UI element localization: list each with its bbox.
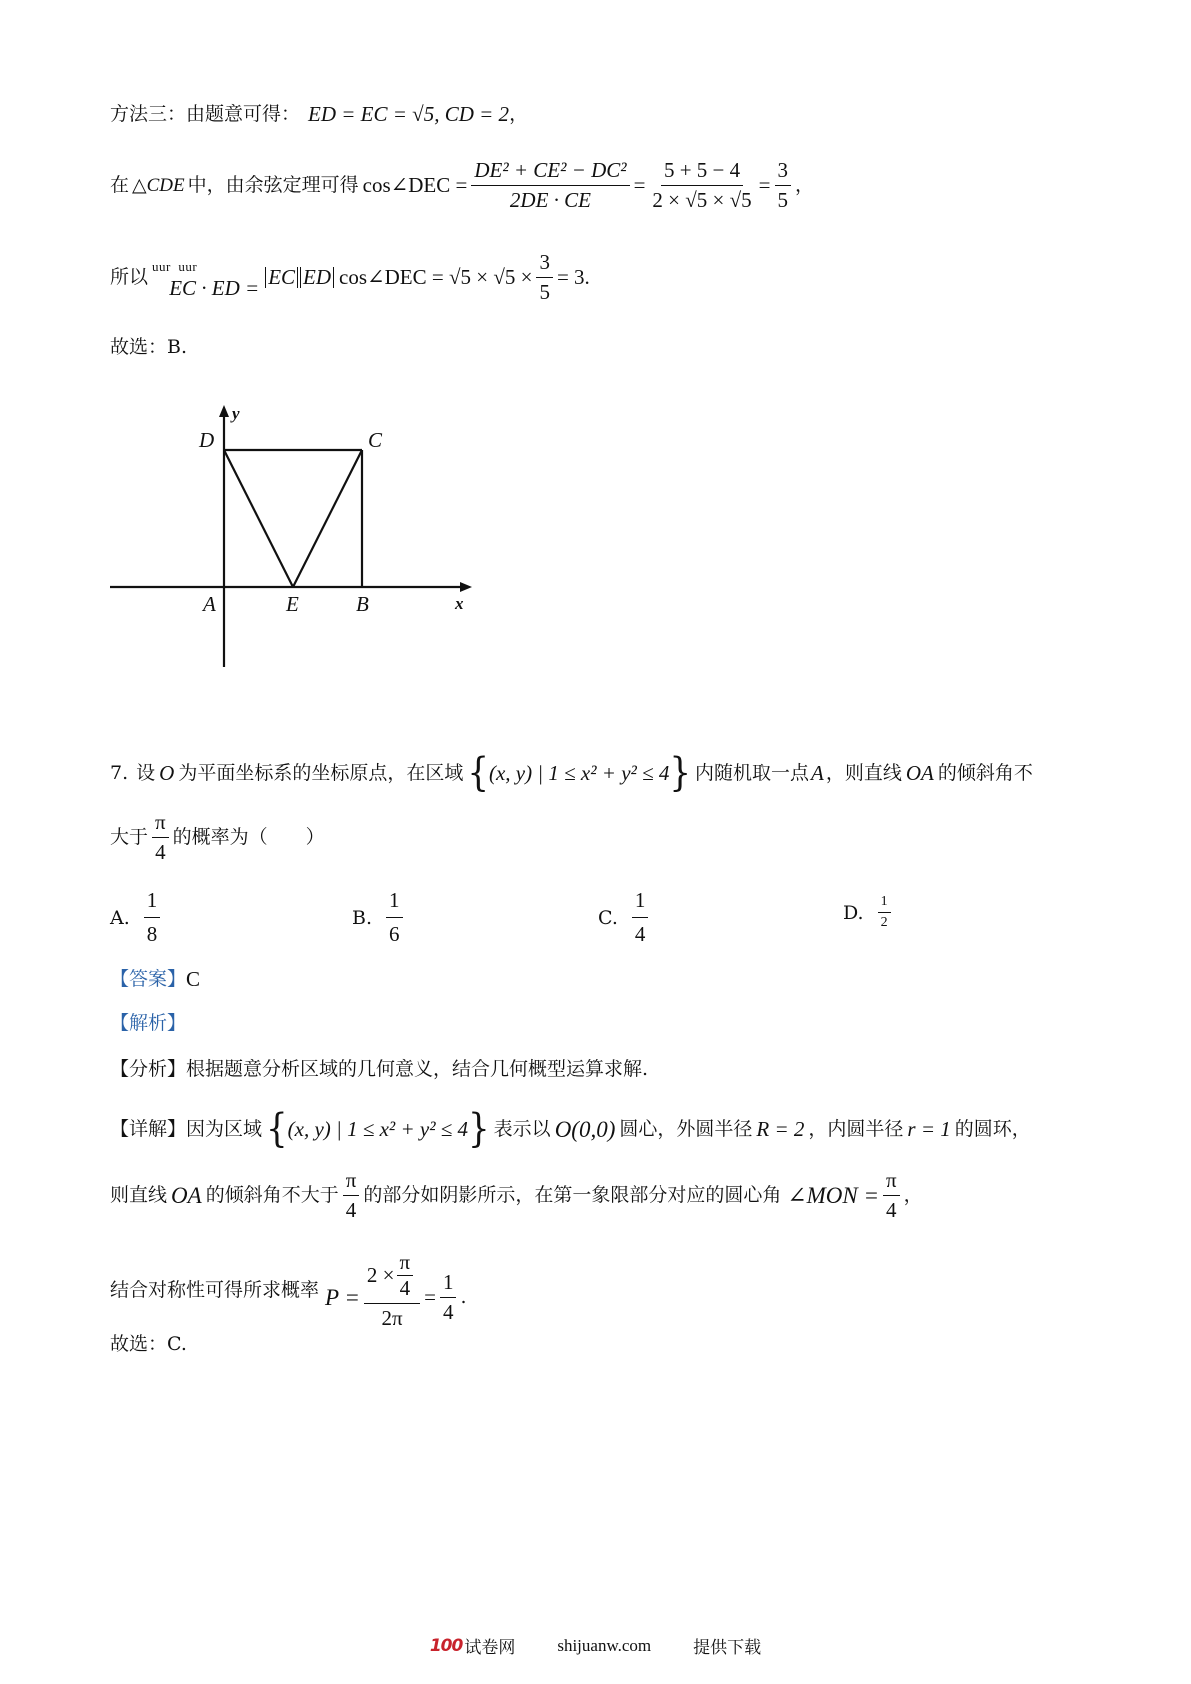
vector-dot-product: EC · ED =: [169, 276, 260, 300]
question-7: [110, 749, 1033, 796]
punctuation: ，: [795, 174, 815, 196]
denominator: 4: [634, 922, 646, 946]
option-letter: C.: [598, 906, 618, 929]
inner-radius: r = 1: [907, 1117, 951, 1142]
numerator: 1: [878, 894, 891, 913]
option-letter: B.: [352, 906, 373, 929]
line-oa: OA: [171, 1183, 202, 1208]
numerator: [364, 1252, 420, 1304]
footer: [0, 1633, 1191, 1658]
answer-label: 【答案】: [110, 968, 187, 990]
text: 因为区域: [186, 1118, 263, 1141]
denominator: 4: [155, 840, 166, 864]
right-brace: }: [669, 749, 691, 796]
text: 所以: [110, 266, 149, 288]
outer-radius: R = 2: [756, 1117, 805, 1142]
option-a[interactable]: [110, 888, 164, 947]
denominator: 2 × √5 × √5: [652, 188, 752, 212]
magnitude-ed: ED: [300, 267, 334, 288]
cos-expression: cos∠DEC =: [362, 173, 468, 197]
fraction-pi-over-4: [343, 1170, 360, 1221]
segment-de: [224, 450, 293, 587]
fraction-result: [775, 160, 792, 211]
label-c: C: [368, 428, 383, 452]
numerator: π: [343, 1170, 360, 1196]
region-set: (x, y) | 1 ≤ x² + y² ≤ 4: [287, 1117, 469, 1142]
text: 设: [136, 762, 156, 785]
fraction-three-fifths: [536, 252, 553, 303]
fraction-pi-over-4: [152, 812, 169, 863]
numerator: π: [152, 812, 169, 838]
detail-label: 【详解】: [110, 1118, 187, 1141]
origin-point: O(0,0): [554, 1117, 616, 1143]
option-letter: D.: [843, 901, 864, 924]
punctuation: .: [460, 1286, 467, 1308]
text: 结合对称性可得所求概率: [110, 1279, 320, 1301]
dot-product-line: [110, 252, 590, 303]
text: 中，由余弦定理可得: [187, 174, 359, 196]
triangle-label: △CDE: [132, 175, 185, 196]
denominator: 5: [539, 280, 550, 304]
point-a: A: [811, 761, 824, 786]
denominator: 4: [345, 1198, 357, 1222]
detail-line-3: 结合对称性可得所求概率 P = 2 × $\frac{\pi}{4}$ 2π = $\frac{1}{4}$ .: [110, 1250, 467, 1330]
text: ，则直线: [825, 762, 902, 785]
option-fraction: [386, 888, 403, 947]
answer-value: C: [186, 967, 201, 991]
provide-download: 提供下载: [693, 1638, 762, 1658]
magnitude-ec: EC: [265, 267, 298, 288]
fraction-cosine-formula: [471, 160, 629, 211]
fraction-one-quarter: [440, 1272, 457, 1323]
text: 圆心，外圆半径: [619, 1118, 753, 1141]
numerator: π: [883, 1170, 900, 1196]
numerator-coefficient: 2 ×: [366, 1263, 395, 1287]
denominator: 2: [880, 915, 888, 930]
numerator: 1: [144, 888, 161, 918]
denominator: 2DE · CE: [509, 188, 591, 212]
site-domain[interactable]: shijuanw.com: [557, 1635, 652, 1655]
fenxi-text: 根据题意分析区域的几何意义，结合几何概型运算求解.: [186, 1058, 649, 1080]
detail-line-2: [110, 1170, 923, 1221]
question-number: 7.: [110, 762, 129, 785]
line-oa: OA: [905, 761, 934, 786]
text: 大于: [110, 826, 149, 848]
y-arrow-icon: [219, 405, 229, 417]
fenxi-line: [110, 1060, 648, 1079]
question-7-line-2: [110, 812, 325, 863]
site-name: 试卷网: [464, 1638, 516, 1658]
label-e: E: [286, 592, 299, 616]
cos-term: cos∠DEC = √5 × √5 ×: [339, 265, 533, 289]
numerator: 3: [536, 252, 553, 278]
choice-c-line: [110, 1335, 187, 1354]
denominator: 6: [389, 922, 400, 946]
denominator: 5: [777, 188, 789, 212]
fraction-pi-over-4-angle: [883, 1170, 900, 1221]
text: ，内圆半径: [808, 1118, 904, 1141]
label-y: y: [232, 405, 240, 423]
numerator: 1: [386, 888, 403, 918]
text: 的倾斜角不大于: [205, 1184, 339, 1206]
label-a: A: [203, 592, 216, 616]
text: 内随机取一点: [694, 762, 809, 785]
text: 的倾斜角不: [937, 762, 1033, 785]
choice-b-line: [110, 338, 187, 357]
fraction-numeric: [649, 160, 754, 211]
numerator: π: [397, 1252, 414, 1276]
text: 故选：C.: [110, 1333, 187, 1355]
text: 的部分如阴影所示，在第一象限部分对应的圆心角: [363, 1184, 782, 1206]
fraction-probability: [364, 1252, 420, 1329]
segment-ec: [293, 450, 362, 587]
logo-100: 100: [429, 1635, 463, 1656]
region-set: (x, y) | 1 ≤ x² + y² ≤ 4: [488, 761, 670, 786]
math-expression: ED = EC = √5, CD = 2: [308, 102, 510, 126]
text: 的圆环，: [954, 1118, 1031, 1141]
left-brace: {: [266, 1105, 288, 1152]
solution-method-three: [110, 104, 528, 125]
text: 的概率为（ ）: [172, 826, 325, 848]
text: 方法三：由题意可得：: [110, 103, 301, 125]
text: 表示以: [493, 1118, 551, 1141]
analysis-heading: [110, 1014, 186, 1033]
denominator: 8: [146, 922, 158, 946]
text: 在: [110, 174, 130, 196]
right-brace: }: [468, 1105, 490, 1152]
option-fraction: [144, 888, 161, 947]
probability-p: P =: [325, 1285, 360, 1310]
option-d[interactable]: [843, 894, 895, 931]
option-b[interactable]: [352, 888, 407, 947]
denominator: 2π: [381, 1306, 403, 1330]
option-letter: A.: [110, 906, 130, 929]
numerator: 5 + 5 − 4: [661, 160, 743, 186]
coordinate-figure: [110, 405, 490, 670]
angle-mon: ∠MON =: [787, 1183, 879, 1208]
point-o: O: [159, 761, 175, 786]
numerator: 3: [775, 160, 792, 186]
inner-fraction: [397, 1252, 414, 1299]
text: 则直线: [110, 1184, 168, 1206]
answer-line: [110, 969, 200, 990]
numerator: 1: [440, 1272, 457, 1298]
fenxi-label: 【分析】: [110, 1058, 187, 1080]
option-c[interactable]: [598, 888, 652, 947]
label-x: x: [455, 594, 464, 613]
detail-line-1: [110, 1105, 1031, 1152]
option-fraction: [878, 894, 891, 931]
cosine-law-line: 在 △CDE 中，由余弦定理可得 cos∠DEC = $\frac{\text{DE² + CE² − DC²}}{2DE \cdot CE}$ = $\frac{5 + 5 - 4}{2 \times √5 \times √5}$ = $\frac{3}{5}$ ，: [110, 158, 815, 212]
denominator: 4: [886, 1198, 897, 1222]
label-b: B: [356, 592, 369, 616]
denominator: 4: [442, 1300, 454, 1324]
punctuation: ，: [509, 103, 529, 125]
text: 故选：B.: [110, 336, 188, 358]
numerator: 1: [632, 888, 649, 918]
numerator: DE² + CE² − DC²: [471, 160, 629, 186]
analysis-label: 【解析】: [110, 1012, 187, 1034]
text: 为平面坐标系的坐标原点，在区域: [178, 762, 464, 785]
left-brace: {: [467, 749, 489, 796]
result: = 3.: [556, 265, 590, 289]
vector-ec: uur uur: [152, 258, 198, 274]
denominator: 4: [399, 1276, 411, 1300]
x-arrow-icon: [460, 582, 472, 592]
text: ，: [903, 1184, 923, 1206]
label-d: D: [199, 428, 215, 452]
option-fraction: [632, 888, 649, 947]
